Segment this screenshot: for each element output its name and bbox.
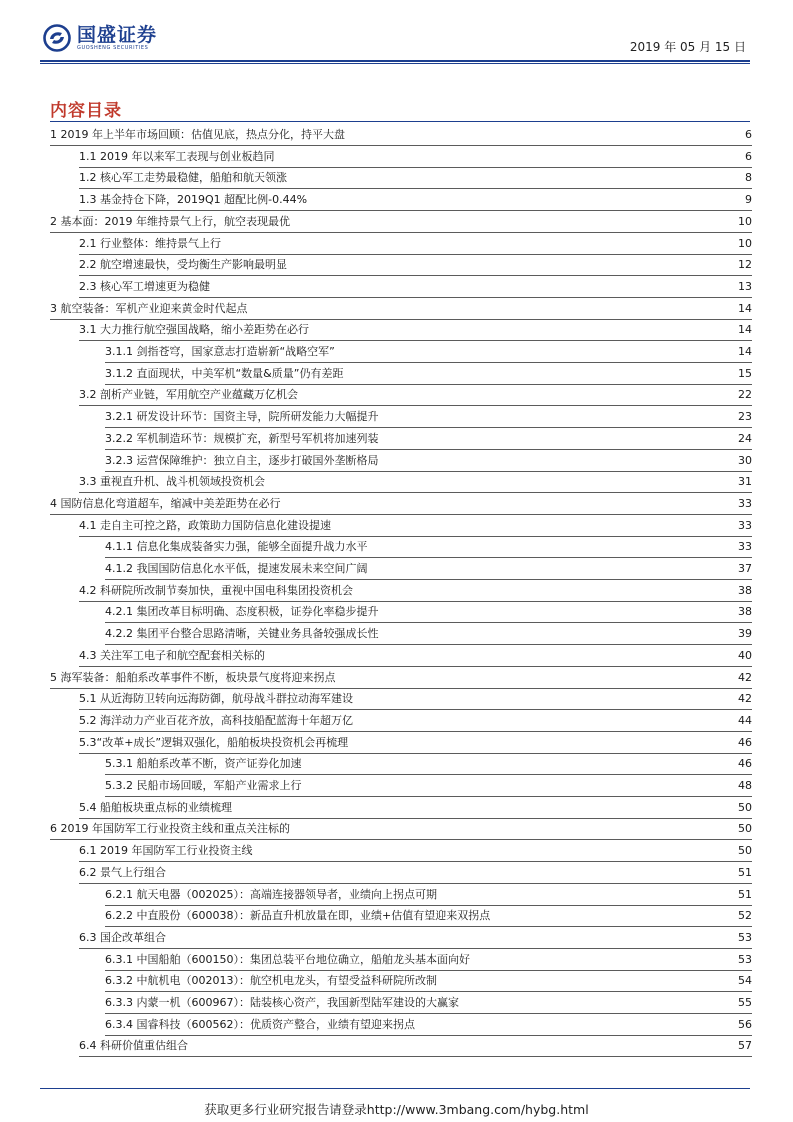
toc-entry[interactable] [50, 819, 752, 840]
toc-entry-page: 42 [738, 692, 752, 706]
toc-entry[interactable] [79, 733, 752, 754]
toc-entry-label: 3 航空装备：军机产业迎来黄金时代起点 [50, 301, 248, 315]
toc-entry-label: 3.1.1 剑指苍穹，国家意志打造崭新“战略空军” [105, 345, 335, 358]
toc-entry-label: 6.2.1 航天电器（002025）：高端连接器领导者，业绩向上拐点可期 [105, 887, 437, 901]
toc-entry-page: 24 [738, 431, 752, 445]
toc-title-divider [50, 121, 750, 122]
toc-entry-label: 4.1.1 信息化集成装备实力强，能够全面提升战力水平 [105, 540, 368, 554]
toc-entry-page: 46 [738, 757, 752, 771]
toc-entry[interactable] [105, 885, 752, 906]
toc-entry[interactable] [79, 928, 752, 949]
toc-entry-label: 3.2 剖析产业链，军用航空产业蕴藏万亿机会 [79, 388, 298, 402]
toc-entry-page: 57 [738, 1039, 752, 1053]
toc-entry-page: 51 [738, 865, 752, 879]
toc-entry-label: 5 海军装备：船舶系改革事件不断，板块景气度将迎来拐点 [50, 670, 336, 684]
report-date: 2019 年 05 月 15 日 [629, 40, 746, 54]
toc-entry-page: 14 [738, 301, 752, 315]
toc-entry-label: 4.1.2 我国国防信息化水平低，提速发展未来空间广阔 [105, 562, 368, 575]
toc-entry[interactable] [105, 776, 752, 797]
toc-entry[interactable] [105, 993, 752, 1014]
toc-entry[interactable] [79, 798, 752, 819]
toc-entry-page: 22 [738, 388, 752, 402]
toc-entry-page: 13 [738, 279, 752, 293]
toc-entry-page: 50 [738, 844, 752, 858]
toc-entry[interactable] [105, 342, 752, 363]
toc-entry-page: 40 [738, 648, 752, 662]
toc-entry-label: 1.2 核心军工走势最稳健，船舶和航天领涨 [79, 171, 287, 185]
toc-entry-page: 15 [738, 366, 752, 380]
toc-entry-page: 33 [738, 496, 752, 510]
toc-entry-label: 3.3 重视直升机、战斗机领域投资机会 [79, 475, 265, 489]
toc-entry[interactable] [105, 950, 752, 971]
toc-entry-label: 3.1.2 直面现状，中美军机“数量&质量”仍有差距 [105, 366, 344, 380]
toc-entry-label: 1.1 2019 年以来军工表现与创业板趋同 [79, 149, 275, 163]
toc-entry[interactable] [50, 299, 752, 320]
toc-entry-label: 6.2 景气上行组合 [79, 865, 166, 879]
toc-entry[interactable] [105, 407, 752, 428]
toc-entry-page: 33 [738, 540, 752, 554]
toc-entry[interactable] [79, 320, 752, 341]
toc-entry-label: 2.2 航空增速最快，受均衡生产影响最明显 [79, 258, 287, 272]
toc-entry[interactable] [105, 754, 752, 775]
toc-entry-label: 6.2.2 中直股份（600038）：新品直升机放量在即，业绩+估值有望迎来双拐点 [105, 909, 491, 923]
toc-entry-label: 4.1 走自主可控之路，政策助力国防信息化建设提速 [79, 518, 331, 532]
header-divider-thin [40, 63, 750, 64]
toc-entry-page: 50 [738, 800, 752, 814]
header-divider [40, 60, 750, 62]
toc-entry-page: 54 [738, 974, 752, 988]
logo-en-text: GUOSHENG SECURITIES [77, 44, 149, 51]
toc-entry[interactable] [50, 668, 752, 689]
toc-entry-page: 50 [738, 822, 752, 836]
toc-entry-label: 4.2.1 集团改革目标明确、态度积极，证券化率稳步提升 [105, 605, 379, 619]
toc-entry-page: 31 [738, 475, 752, 489]
toc-entry[interactable] [105, 537, 752, 558]
toc-entry[interactable] [105, 602, 752, 623]
guosheng-logo-icon [43, 24, 71, 52]
toc-entry[interactable] [79, 472, 752, 493]
toc-entry-page: 53 [738, 930, 752, 944]
page-header [0, 0, 793, 70]
footer-text: 获取更多行业研究报告请登录http://www.3mbang.com/hybg.html [204, 1102, 589, 1117]
toc-entry-label: 4.2 科研院所改制节奏加快，重视中国电科集团投资机会 [79, 583, 353, 597]
toc-entry-page: 38 [738, 583, 752, 597]
toc-entry-page: 51 [738, 887, 752, 901]
toc-entry-page: 10 [738, 214, 752, 228]
toc-entry-label: 5.4 船舶板块重点标的业绩梳理 [79, 800, 232, 814]
toc-entry-label: 3.2.2 军机制造环节：规模扩充，新型号军机将加速列装 [105, 431, 379, 445]
toc-entry-label: 3.2.3 运营保障维护：独立自主，逐步打破国外垄断格局 [105, 453, 379, 467]
toc-entry[interactable] [79, 385, 752, 406]
toc-entry[interactable] [79, 711, 752, 732]
toc-entry-label: 4.3 关注军工电子和航空配套相关标的 [79, 648, 265, 662]
toc-entry-page: 10 [738, 236, 752, 250]
toc-entry[interactable] [79, 255, 752, 276]
toc-entry-label: 2.1 行业整体：维持景气上行 [79, 236, 221, 250]
toc-entry[interactable] [79, 168, 752, 189]
toc-entry-page: 14 [738, 323, 752, 337]
toc-entry-page: 55 [738, 996, 752, 1009]
toc-entry-page: 12 [738, 258, 752, 272]
toc-entry-label: 4 国防信息化弯道超车，缩减中美差距势在必行 [50, 496, 281, 510]
toc-entry[interactable] [79, 841, 752, 862]
toc-entry-label: 3.2.1 研发设计环节：国资主导，院所研发能力大幅提升 [105, 410, 379, 424]
toc-entry-label: 5.3.2 民船市场回暖，军船产业需求上行 [105, 779, 302, 792]
toc-entry-page: 23 [738, 410, 752, 424]
toc-entry[interactable] [105, 624, 752, 645]
toc-entry-label: 3.1 大力推行航空强国战略，缩小差距势在必行 [79, 323, 309, 337]
toc-entry-label: 2 基本面：2019 年维持景气上行，航空表现最优 [50, 214, 290, 228]
toc-entry-page: 52 [738, 909, 752, 923]
toc-entry-label: 6 2019 年国防军工行业投资主线和重点关注标的 [50, 822, 290, 836]
toc-entry[interactable] [105, 429, 752, 450]
toc-entry-label: 4.2.2 集团平台整合思路清晰，关键业务具备较强成长性 [105, 627, 379, 641]
toc-entry-label: 5.3“改革+成长”逻辑双强化，船舶板块投资机会再梳理 [79, 735, 349, 749]
toc-entry[interactable] [50, 125, 752, 146]
toc-entry-page: 6 [745, 149, 752, 163]
toc-entry-label: 5.2 海洋动力产业百花齐放，高科技船配蓝海十年超万亿 [79, 713, 353, 727]
toc-entry-page: 39 [738, 627, 752, 641]
toc-entry[interactable] [105, 971, 752, 992]
toc-entry-label: 1.3 基金持仓下降，2019Q1 超配比例-0.44% [79, 193, 308, 207]
toc-entry-page: 8 [745, 171, 752, 185]
toc-entry[interactable] [79, 147, 752, 168]
toc-entry-page: 48 [738, 779, 752, 792]
toc-entry-page: 38 [738, 605, 752, 619]
footer-divider [40, 1088, 750, 1089]
toc-entry-page: 53 [738, 952, 752, 966]
toc-entry[interactable] [79, 516, 752, 537]
toc-entry-label: 6.1 2019 年国防军工行业投资主线 [79, 844, 253, 858]
toc-entry[interactable] [79, 234, 752, 255]
toc-entry[interactable] [79, 1036, 752, 1057]
toc-entry[interactable] [50, 494, 752, 515]
toc-entry-page: 44 [738, 713, 752, 727]
toc-entry-page: 56 [738, 1017, 752, 1031]
toc-entry[interactable] [50, 212, 752, 233]
toc-entry-label: 6.3.1 中国船舶（600150）：集团总装平台地位确立，船舶龙头基本面向好 [105, 952, 470, 966]
toc-entry[interactable] [105, 451, 752, 472]
toc-entry[interactable] [105, 364, 752, 385]
toc-title: 内容目录 [50, 101, 122, 121]
toc-entry[interactable] [79, 277, 752, 298]
toc-entry[interactable] [79, 646, 752, 667]
toc-entry-label: 6.3.4 国睿科技（600562）：优质资产整合，业绩有望迎来拐点 [105, 1017, 415, 1031]
toc-entry[interactable] [79, 689, 752, 710]
toc-entry-label: 6.3 国企改革组合 [79, 930, 166, 944]
toc-entry-page: 14 [738, 345, 752, 358]
toc-entry-page: 42 [738, 670, 752, 684]
logo-cn-text: 国盛证券 [77, 23, 158, 46]
toc-entry-label: 1 2019 年上半年市场回顾：估值见底，热点分化，持平大盘 [50, 128, 345, 141]
company-logo [43, 24, 157, 52]
toc-entry-page: 6 [745, 128, 752, 141]
toc-entry-label: 6.3.2 中航机电（002013）：航空机电龙头，有望受益科研院所改制 [105, 974, 437, 988]
toc-entry-page: 33 [738, 518, 752, 532]
toc-entry-label: 5.1 从近海防卫转向远海防御，航母战斗群拉动海军建设 [79, 692, 353, 706]
toc-entry[interactable] [79, 863, 752, 884]
toc-entry-page: 30 [738, 453, 752, 467]
toc-entry-page: 9 [745, 193, 752, 207]
toc-entry[interactable] [105, 1015, 752, 1036]
toc-entry[interactable] [105, 906, 752, 927]
toc-entry[interactable] [79, 190, 752, 211]
toc-entry-label: 6.4 科研价值重估组合 [79, 1039, 188, 1053]
toc-entry[interactable] [105, 559, 752, 580]
toc-entry-label: 5.3.1 船舶系改革不断，资产证券化加速 [105, 757, 302, 771]
toc-entry-label: 2.3 核心军工增速更为稳健 [79, 279, 210, 293]
toc-entry-label: 6.3.3 内蒙一机（600967）：陆装核心资产，我国新型陆军建设的大赢家 [105, 996, 459, 1009]
toc-entry-page: 37 [738, 562, 752, 575]
toc-entry[interactable] [79, 581, 752, 602]
toc-entry-page: 46 [738, 735, 752, 749]
